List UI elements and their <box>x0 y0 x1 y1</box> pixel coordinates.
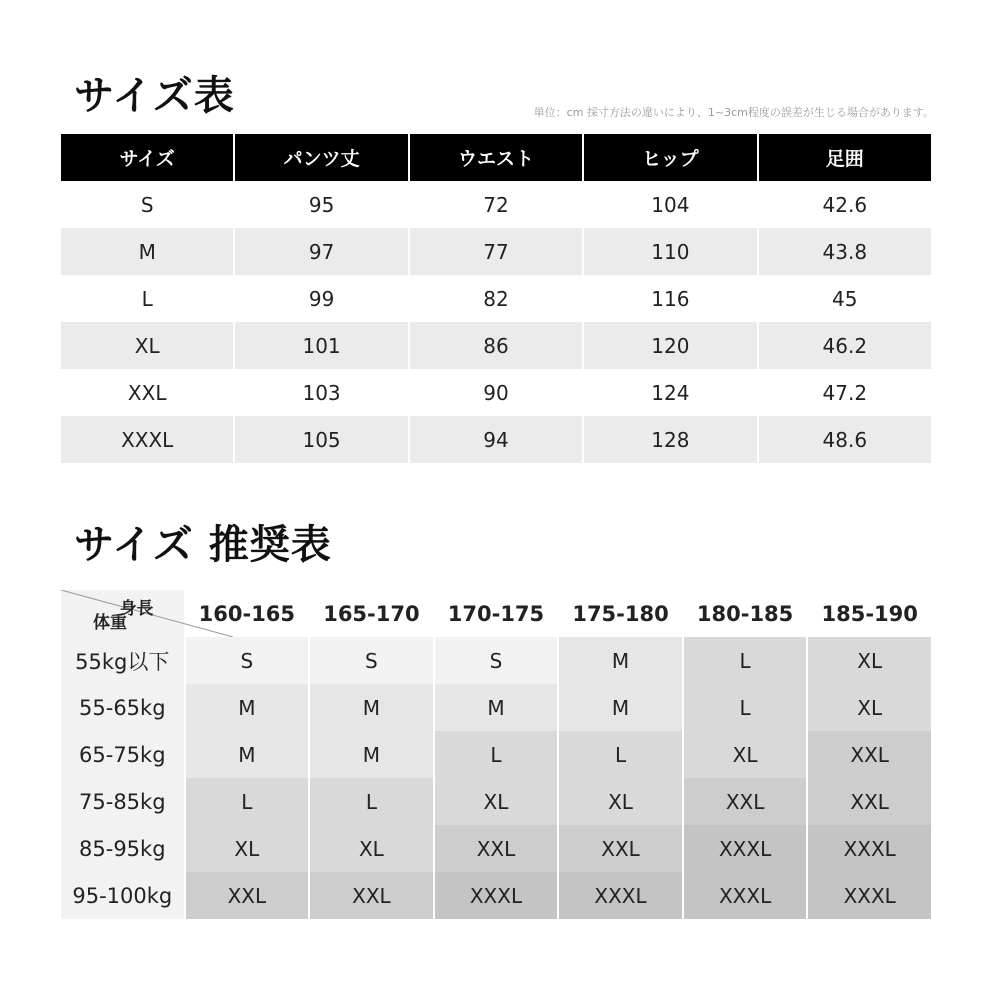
size-chart-cell: 124 <box>651 380 690 405</box>
size-chart-cell: M <box>61 228 233 275</box>
size-chart-cell: 105 <box>235 416 407 463</box>
recommended-size-cell: XXXL <box>559 872 682 919</box>
recommended-size-cell: L <box>310 778 433 825</box>
size-chart-cell: XXXL <box>61 416 233 463</box>
size-chart-table <box>59 134 933 463</box>
size-chart-header-row <box>61 134 931 181</box>
recommendation-header-row <box>61 590 931 637</box>
height-header: 185-190 <box>808 590 931 637</box>
size-chart-cell: 99 <box>308 286 335 311</box>
height-header: 175-180 <box>559 590 682 637</box>
recommended-size-cell: L <box>684 684 807 731</box>
weight-label: 55kg以下 <box>61 637 184 684</box>
recommended-size-cell: M <box>186 684 309 731</box>
recommended-size-cell: XL <box>808 637 931 684</box>
recommendation-row <box>61 825 931 872</box>
size-chart-cell: 104 <box>651 192 690 217</box>
size-chart-row <box>61 416 931 463</box>
recommended-size-cell: L <box>186 778 309 825</box>
size-chart-cell: 90 <box>483 380 509 405</box>
size-chart-cell: 86 <box>410 322 582 369</box>
size-chart-title: サイズ表 <box>74 73 235 119</box>
recommendation-title: サイズ 推奨表 <box>74 522 332 568</box>
size-chart-row <box>61 322 931 369</box>
recommendation-row <box>61 778 931 825</box>
recommended-size-cell: XXXL <box>684 825 807 872</box>
size-chart-cell: 101 <box>235 322 407 369</box>
recommended-size-cell: M <box>435 684 558 731</box>
size-chart-cell: 77 <box>410 228 582 275</box>
weight-label: 85-95kg <box>61 825 184 872</box>
height-header: 170-175 <box>435 590 558 637</box>
recommendation-table <box>59 590 933 919</box>
recommended-size-cell: M <box>310 731 433 778</box>
recommended-size-cell: L <box>684 637 807 684</box>
size-chart-cell: 103 <box>302 380 341 405</box>
recommendation-row <box>61 637 931 684</box>
height-header: 160-165 <box>186 590 309 637</box>
size-chart-row <box>61 228 931 275</box>
recommended-size-cell: XXL <box>808 731 931 778</box>
weight-label: 75-85kg <box>61 778 184 825</box>
recommended-size-cell: XXL <box>435 825 558 872</box>
size-chart-cell: 45 <box>832 286 858 311</box>
recommended-size-cell: XXL <box>186 872 309 919</box>
size-chart-cell: 110 <box>584 228 756 275</box>
recommended-size-cell: XXL <box>808 778 931 825</box>
recommended-size-cell: XXXL <box>808 825 931 872</box>
recommended-size-cell: XL <box>808 684 931 731</box>
size-chart-row <box>61 369 931 416</box>
recommended-size-cell: S <box>310 637 433 684</box>
size-chart-cell: 94 <box>410 416 582 463</box>
recommended-size-cell: XL <box>435 778 558 825</box>
recommended-size-cell: L <box>559 731 682 778</box>
recommended-size-cell: XL <box>310 825 433 872</box>
size-chart-cell: 116 <box>651 286 690 311</box>
size-chart-cell: S <box>140 192 154 217</box>
weight-label: 55-65kg <box>61 684 184 731</box>
size-chart-row <box>61 181 931 228</box>
recommended-size-cell: S <box>435 637 558 684</box>
size-chart-cell: 72 <box>483 192 509 217</box>
recommended-size-cell: XXXL <box>808 872 931 919</box>
recommended-size-cell: XL <box>684 731 807 778</box>
corner-height-label: 身長 <box>119 599 154 619</box>
recommended-size-cell: XXL <box>559 825 682 872</box>
recommended-size-cell: S <box>186 637 309 684</box>
measurement-note: 単位：cm 採寸方法の違いにより、1~3cm程度の誤差が生じる場合があります。 <box>533 106 934 119</box>
size-chart-cell: 43.8 <box>759 228 931 275</box>
recommended-size-cell: XXXL <box>435 872 558 919</box>
size-chart-cell: XXL <box>127 380 167 405</box>
recommended-size-cell: M <box>559 684 682 731</box>
corner-cell <box>61 590 184 637</box>
recommended-size-cell: XL <box>559 778 682 825</box>
recommended-size-cell: XXL <box>684 778 807 825</box>
size-chart-cell: 48.6 <box>759 416 931 463</box>
size-chart-cell: 47.2 <box>822 380 868 405</box>
header-pants-length: パンツ丈 <box>235 134 407 181</box>
recommended-size-cell: M <box>310 684 433 731</box>
recommended-size-cell: L <box>435 731 558 778</box>
recommendation-row <box>61 684 931 731</box>
header-waist: ウエスト <box>410 134 582 181</box>
size-chart-cell: L <box>141 286 153 311</box>
recommendation-row <box>61 872 931 919</box>
size-chart-cell: 95 <box>308 192 335 217</box>
weight-label: 95-100kg <box>61 872 184 919</box>
height-header: 180-185 <box>684 590 807 637</box>
recommended-size-cell: M <box>186 731 309 778</box>
header-leg-opening: 足囲 <box>759 134 931 181</box>
size-chart-cell: 128 <box>584 416 756 463</box>
size-chart-cell: XL <box>61 322 233 369</box>
recommended-size-cell: XXXL <box>684 872 807 919</box>
size-chart-cell: 46.2 <box>759 322 931 369</box>
size-chart-cell: 82 <box>483 286 509 311</box>
recommended-size-cell: XL <box>186 825 309 872</box>
size-chart-cell: 42.6 <box>822 192 868 217</box>
corner-weight-label: 体重 <box>93 613 127 633</box>
size-chart-cell: 97 <box>235 228 407 275</box>
size-chart-row <box>61 275 931 322</box>
size-chart-cell: 120 <box>584 322 756 369</box>
weight-label: 65-75kg <box>61 731 184 778</box>
recommended-size-cell: XXL <box>310 872 433 919</box>
recommendation-row <box>61 731 931 778</box>
height-header: 165-170 <box>310 590 433 637</box>
header-hip: ヒップ <box>584 134 756 181</box>
header-size: サイズ <box>61 134 233 181</box>
recommended-size-cell: M <box>559 637 682 684</box>
